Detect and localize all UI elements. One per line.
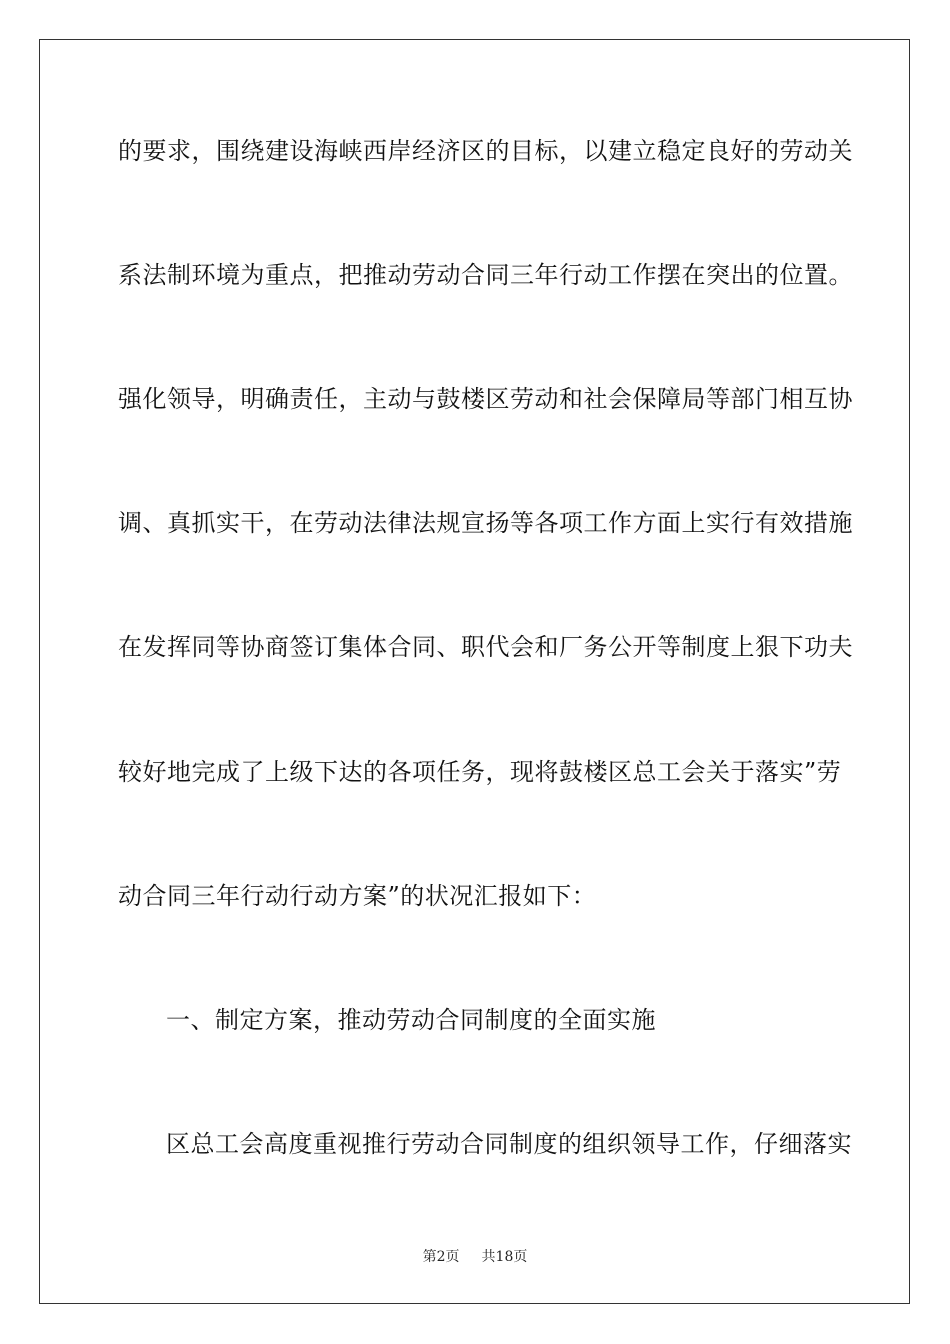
body-line-9: 区总工会高度重视推行劳动合同制度的组织领导工作，仔细落实: [166, 1130, 852, 1158]
body-line-1: 的要求，围绕建设海峡西岸经济区的目标，以建立稳定良好的劳动关: [118, 137, 853, 165]
page-frame: [39, 39, 910, 1304]
body-line-5: 在发挥同等协商签订集体合同、职代会和厂务公开等制度上狠下功夫: [118, 633, 853, 661]
section-heading: 一、制定方案，推动劳动合同制度的全面实施: [166, 1006, 656, 1034]
page-footer: [0, 1248, 950, 1266]
body-line-3: 强化领导，明确责任，主动与鼓楼区劳动和社会保障局等部门相互协: [118, 385, 853, 413]
body-line-7: 动合同三年行动行动方案”的状况汇报如下：: [118, 882, 597, 910]
page-number: 第2页: [422, 1249, 460, 1265]
body-line-2: 系法制环境为重点，把推动劳动合同三年行动工作摆在突出的位置。: [118, 261, 853, 289]
page-total: 共18页: [481, 1249, 528, 1265]
body-line-6: 较好地完成了上级下达的各项任务，现将鼓楼区总工会关于落实”劳: [118, 758, 842, 786]
body-line-4: 调、真抓实干，在劳动法律法规宣扬等各项工作方面上实行有效措施: [118, 509, 853, 537]
